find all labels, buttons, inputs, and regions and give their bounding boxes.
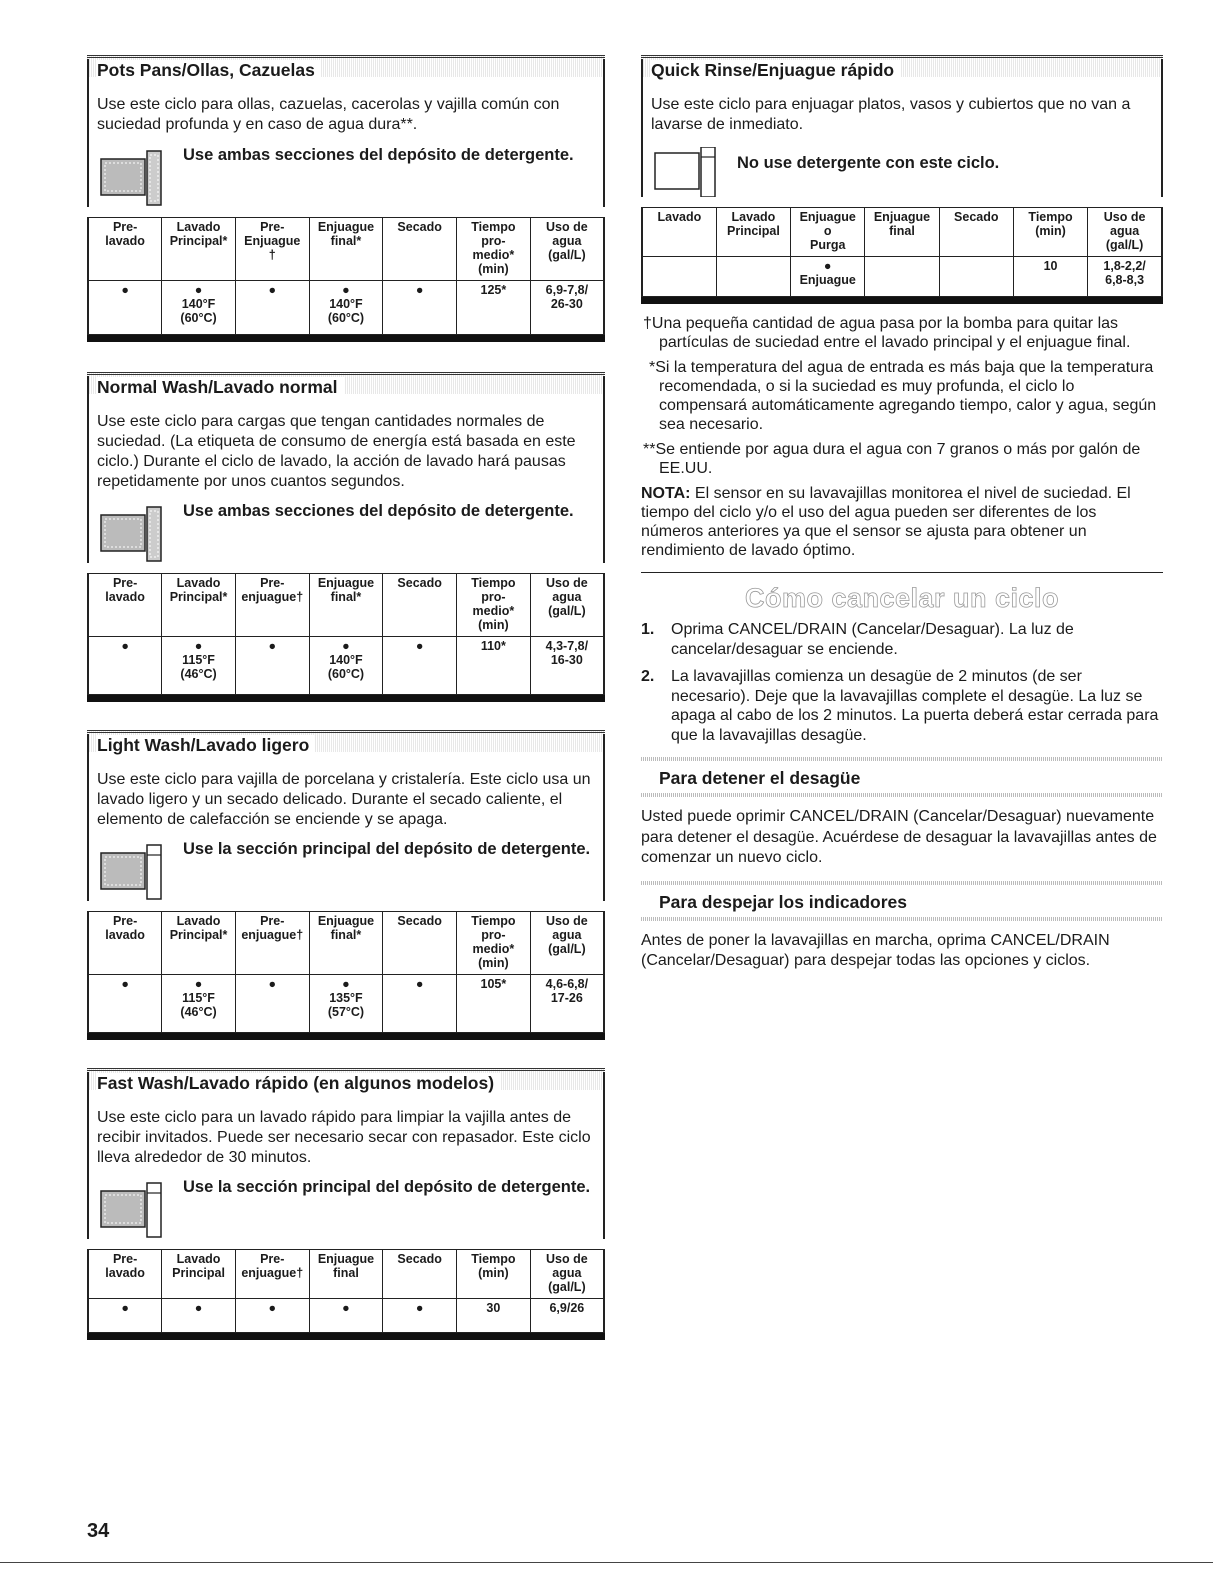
detergent-instruction: Use ambas secciones del depósito de detergente. [183, 502, 574, 520]
cycle-title: Light Wash/Lavado ligero [87, 734, 605, 756]
table-header: Tiempo pro- medio* (min) [457, 574, 531, 637]
table-cell: ● [309, 1299, 383, 1333]
cycle-title: Fast Wash/Lavado rápido (en algunos modelos) [87, 1072, 605, 1094]
nota-label: NOTA: [641, 485, 691, 502]
table-cell: ● 140°F (60°C) [309, 637, 383, 695]
detergent-instruction: No use detergente con este ciclo. [737, 154, 1000, 172]
table-cell: ● 140°F (60°C) [309, 281, 383, 335]
cycle-table [87, 1249, 605, 1333]
table-cell: ● [162, 1299, 236, 1333]
table-cell: ● 115°F (46°C) [162, 975, 236, 1033]
table-header: Pre- enjuague† [235, 912, 309, 975]
table-cell: 10 [1013, 257, 1087, 297]
main-cup-icon [99, 1181, 163, 1239]
stop-drain-heading: Para detener el desagüe [659, 768, 861, 788]
table-cell: 105* [457, 975, 531, 1033]
table-cell: ● [235, 1299, 309, 1333]
table-header-row [88, 218, 604, 281]
table-header: Pre- lavado [88, 1250, 162, 1299]
table-header: Enjuague final* [309, 218, 383, 281]
detergent-instruction: Use la sección principal del depósito de detergente. [183, 840, 591, 858]
table-header: Uso de agua (gal/L) [1088, 208, 1162, 257]
table-cell: 110* [457, 637, 531, 695]
table-header-row [88, 1250, 604, 1299]
page-number: 34 [87, 1520, 110, 1542]
cycle-title: Pots Pans/Ollas, Cazuelas [87, 59, 605, 81]
footnote-dagger: †Una pequeña cantidad de agua pasa por la bomba para quitar las partículas de suciedad entre el lavado principal y el enjuague final. [643, 315, 1131, 351]
detergent-instruction: Use la sección principal del depósito de detergente. [183, 1178, 591, 1196]
table-header: Pre- enjuague† [235, 1250, 309, 1299]
table-row [88, 281, 604, 335]
cancel-steps [641, 620, 1163, 745]
table-header: Pre- lavado [88, 218, 162, 281]
nota-paragraph [641, 484, 1163, 560]
table-cell [642, 257, 716, 297]
table-header: Secado [383, 574, 457, 637]
table-cell [865, 257, 939, 297]
table-header: Secado [939, 208, 1013, 257]
table-header: Lavado Principal [716, 208, 790, 257]
table-cell: ● [88, 975, 162, 1033]
table-cell [716, 257, 790, 297]
cycle-description: Use este ciclo para cargas que tengan cantidades normales de suciedad. (La etiqueta de consumo de energía está basada en este ciclo.) Durante el ciclo de lavado, la acción de lavado hará pausas repetidamente por unos cuantos segundos. [97, 413, 576, 490]
cycle-section-light-wash [87, 730, 605, 1040]
table-header-row [88, 912, 604, 975]
table-cell: ● [88, 637, 162, 695]
table-header: Tiempo (min) [457, 1250, 531, 1299]
cycle-section-quick-rinse [641, 55, 1163, 304]
table-cell: ● Enjuague [791, 257, 865, 297]
table-cell: ● 140°F (60°C) [162, 281, 236, 335]
table-row [88, 975, 604, 1033]
table-cell: 30 [457, 1299, 531, 1333]
cycle-table [87, 573, 605, 695]
table-header: Enjuague final [309, 1250, 383, 1299]
table-cell: ● [383, 637, 457, 695]
table-cell: ● 135°F (57°C) [309, 975, 383, 1033]
table-header: Enjuague final [865, 208, 939, 257]
table-cell: ● [235, 975, 309, 1033]
cycle-table [87, 911, 605, 1033]
table-header: Enjuague o Purga [791, 208, 865, 257]
cycle-title: Quick Rinse/Enjuague rápido [641, 59, 1163, 81]
bottom-rule [0, 1562, 1213, 1563]
table-cell: ● [383, 975, 457, 1033]
table-header: Enjuague final* [309, 912, 383, 975]
table-header: Uso de agua (gal/L) [530, 912, 604, 975]
table-header: Pre- Enjuague † [235, 218, 309, 281]
table-cell: 1,8-2,2/ 6,8-8,3 [1088, 257, 1162, 297]
table-header: Uso de agua (gal/L) [530, 574, 604, 637]
table-header: Secado [383, 912, 457, 975]
table-cell: 6,9-7,8/ 26-30 [530, 281, 604, 335]
table-row [642, 257, 1162, 297]
dual-cup-icon [99, 505, 163, 563]
table-header: Enjuague final* [309, 574, 383, 637]
table-header: Lavado Principal [162, 1250, 236, 1299]
table-row [88, 1299, 604, 1333]
clear-indicators-text: Antes de poner la lavavajillas en marcha, oprima CANCEL/DRAIN (Cancelar/Desaguar) para despejar todas las opciones y ciclos. [641, 931, 1110, 969]
table-header: Secado [383, 218, 457, 281]
footnote-star: *Si la temperatura del agua de entrada es más baja que la temperatura recomendada, o si la suciedad es muy profunda, el ciclo lo compensará automáticamente agregando tiempo, calor y agua, según sea necesario. [649, 359, 1157, 433]
table-cell: ● 115°F (46°C) [162, 637, 236, 695]
table-cell: ● [88, 1299, 162, 1333]
table-header: Pre- lavado [88, 912, 162, 975]
clear-indicators-heading: Para despejar los indicadores [659, 891, 908, 912]
main-cup-icon [99, 843, 163, 901]
footnotes [641, 314, 1163, 560]
cycle-table [87, 217, 605, 335]
table-header: Uso de agua (gal/L) [530, 1250, 604, 1299]
cycle-description: Use este ciclo para un lavado rápido para limpiar la vajilla antes de recibir invitados. Puede ser necesario secar con repasador. Este ciclo lleva alrededor de 30 minutos. [97, 1109, 591, 1166]
table-header: Secado [383, 1250, 457, 1299]
table-cell: ● [88, 281, 162, 335]
table-header: Lavado Principal* [162, 218, 236, 281]
footnote-doublestar: **Se entiende por agua dura el agua con 7 granos o más por galón de EE.UU. [643, 441, 1141, 477]
table-header: Tiempo pro- medio* (min) [457, 218, 531, 281]
table-cell: ● [383, 1299, 457, 1333]
table-cell: 4,3-7,8/ 16-30 [530, 637, 604, 695]
table-cell [939, 257, 1013, 297]
table-header-row [88, 574, 604, 637]
dual-cup-icon [99, 149, 163, 207]
table-header: Uso de agua (gal/L) [530, 218, 604, 281]
cycle-section-normal-wash [87, 372, 605, 702]
list-item: 1. Oprima CANCEL/DRAIN (Cancelar/Desaguar). La luz de cancelar/desaguar se enciende. [641, 621, 1074, 658]
table-cell: 125* [457, 281, 531, 335]
table-cell: ● [383, 281, 457, 335]
right-column [641, 55, 1163, 972]
table-header-row [642, 208, 1162, 257]
cancel-cycle-heading: Cómo cancelar un ciclo [744, 583, 1060, 613]
table-cell: ● [235, 637, 309, 695]
cycle-description: Use este ciclo para enjuagar platos, vasos y cubiertos que no van a lavarse de inmediato. [651, 96, 1131, 133]
table-cell: ● [235, 281, 309, 335]
cycle-table [641, 207, 1163, 297]
stop-drain-text: Usted puede oprimir CANCEL/DRAIN (Cancelar/Desaguar) nuevamente para detener el desagüe. Acuérdese de desaguar la lavavajillas antes de comenzar un nuevo ciclo. [641, 808, 1157, 866]
table-row [88, 637, 604, 695]
table-header: Lavado Principal* [162, 912, 236, 975]
cycle-section-pots-pans [87, 55, 605, 343]
table-header: Tiempo (min) [1013, 208, 1087, 257]
cycle-title: Normal Wash/Lavado normal [87, 376, 605, 398]
table-header: Tiempo pro- medio* (min) [457, 912, 531, 975]
table-header: Pre- lavado [88, 574, 162, 637]
empty-cup-icon [653, 147, 717, 197]
cycle-description: Use este ciclo para vajilla de porcelana y cristalería. Este ciclo usa un lavado ligero y un secado delicado. Durante el secado caliente, el elemento de calefacción se enciende y se apaga. [97, 771, 591, 828]
detergent-instruction: Use ambas secciones del depósito de detergente. [183, 146, 574, 164]
cycle-description: Use este ciclo para ollas, cazuelas, cacerolas y vajilla común con suciedad profunda y en caso de agua dura**. [97, 96, 560, 133]
list-item: 2. La lavavajillas comienza un desagüe de 2 minutos (de ser necesario). Deje que la lavavajillas complete el desagüe. La luz se apaga al cabo de los 2 minutos. La puerta deberá estar cerrada para que la lavavajillas desagüe. [641, 668, 1159, 744]
table-header: Pre- enjuague† [235, 574, 309, 637]
table-cell: 4,6-6,8/ 17-26 [530, 975, 604, 1033]
table-cell: 6,9/26 [530, 1299, 604, 1333]
table-header: Lavado [642, 208, 716, 257]
table-header: Lavado Principal* [162, 574, 236, 637]
left-column [87, 55, 605, 1340]
cycle-section-fast-wash [87, 1068, 605, 1340]
nota-text: El sensor en su lavavajillas monitorea el nivel de suciedad. El tiempo del ciclo y/o el uso del agua pueden ser diferentes de los números anteriores ya que el sensor se ajusta para obtener un rendimiento de lavado óptimo. [641, 485, 1131, 559]
